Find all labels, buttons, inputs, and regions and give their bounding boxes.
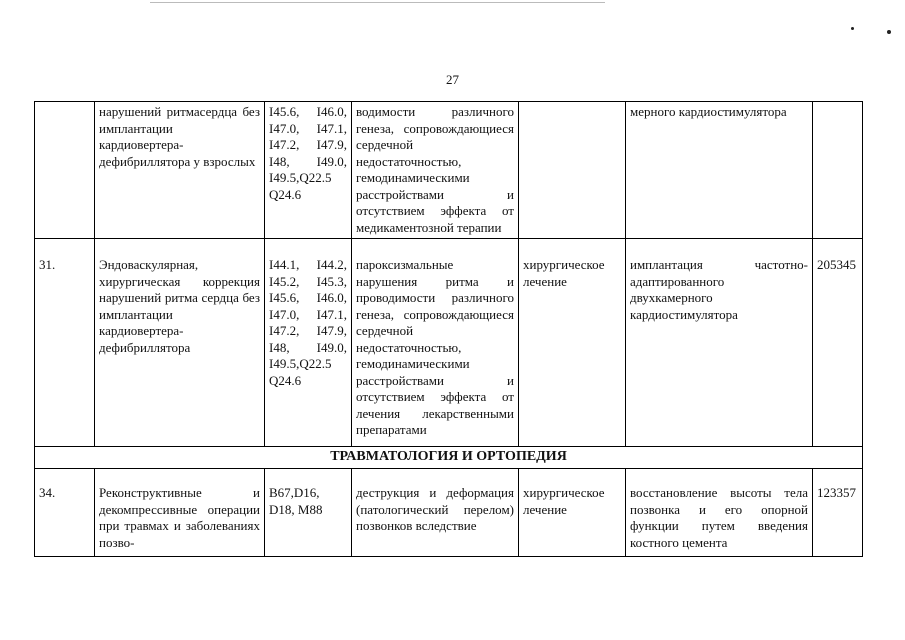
scan-speck — [851, 27, 854, 30]
care-type-name: Реконструктивные и декомпрессивные операции при травмах и заболеваниях позво- — [95, 469, 265, 557]
treatment-method: восстановление высоты тела позвонка и его опорной функции путем введения костного цемента — [626, 469, 813, 557]
patient-condition: пароксизмальные нарушения ритма и проводимости различного генеза, сопровождающиеся сердечной недостаточностью, гемодинамическими расстройствами и отсутствием эффекта от лечения лекарственными препаратами — [352, 239, 519, 447]
medical-care-table — [34, 101, 863, 557]
patient-condition: деструкция и деформация (патологический перелом) позвонков вследствие — [352, 469, 519, 557]
treatment-type: хирургическое лечение — [519, 469, 626, 557]
care-type-name: Эндоваскулярная, хирургическая коррекция нарушений ритма сердца без имплантации кардиовертера-дефибриллятора — [95, 239, 265, 447]
row-number: 34. — [35, 469, 95, 557]
icd-codes: B67,D16, D18, M88 — [265, 469, 352, 557]
patient-condition: водимости различного генеза, сопровождающиеся сердечной недостаточностью, гемодинамическими расстройствами и отсутствием эффекта от медикаментозной терапии — [352, 102, 519, 239]
table-row-31 — [35, 239, 863, 447]
treatment-type: хирургическое лечение — [519, 239, 626, 447]
scan-top-line — [150, 2, 605, 3]
section-title: ТРАВМАТОЛОГИЯ И ОРТОПЕДИЯ — [35, 447, 863, 469]
treatment-method: мерного кардиостимулятора — [626, 102, 813, 239]
treatment-type — [519, 102, 626, 239]
icd-codes: I45.6, I46.0, I47.0, I47.1, I47.2, I47.9, I48, I49.0, I49.5,Q22.5 Q24.6 — [265, 102, 352, 239]
row-number — [35, 102, 95, 239]
cost-value: 205345 — [813, 239, 863, 447]
scan-speck — [887, 30, 891, 34]
icd-codes: I44.1, I44.2, I45.2, I45.3, I45.6, I46.0, I47.0, I47.1, I47.2, I47.9, I48, I49.0, I49.5,Q22.5 Q24.6 — [265, 239, 352, 447]
page-number: 27 — [446, 72, 459, 87]
table-row-34 — [35, 469, 863, 557]
care-type-name: нарушений ритмасердца без имплантации кардиовертера-дефибриллятора у взрослых — [95, 102, 265, 239]
treatment-method: имплантация частотно-адаптированного двухкамерного кардиостимулятора — [626, 239, 813, 447]
table-row-continued — [35, 102, 863, 239]
section-header-row — [35, 447, 863, 469]
cost-value — [813, 102, 863, 239]
row-number: 31. — [35, 239, 95, 447]
cost-value: 123357 — [813, 469, 863, 557]
